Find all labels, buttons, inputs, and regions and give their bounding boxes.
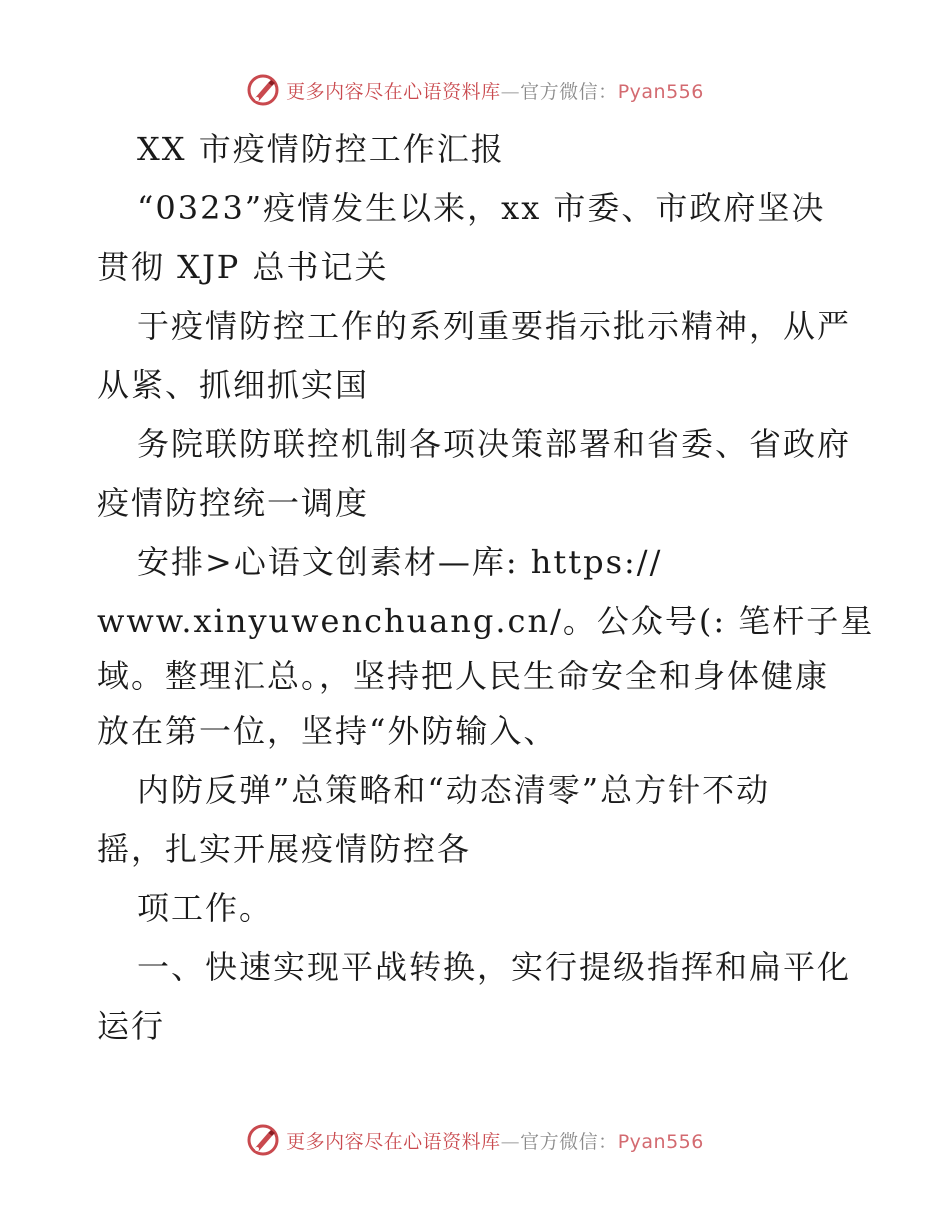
paragraph-line: 于疫情防控工作的系列重要指示批示精神，从严 xyxy=(137,307,852,345)
paragraph-line: 摇，扎实开展疫情防控各 xyxy=(97,830,472,868)
header-wechat-label: 官方微信： xyxy=(520,80,618,103)
paragraph-line: 从紧、抓细抓实国 xyxy=(97,366,370,404)
paragraph-line: 放在第一位，坚持“外防输入、 xyxy=(97,712,558,750)
paragraph-line: 疫情防控统一调度 xyxy=(97,484,370,522)
document-title: XX 市疫情防控工作汇报 xyxy=(137,130,505,168)
paragraph-line: 域。整理汇总。，坚持把人民生命安全和身体健康 xyxy=(97,657,830,695)
footer-dash: — xyxy=(500,1130,521,1153)
paragraph-line: “0323”疫情发生以来，xx 市委、市政府坚决 xyxy=(137,189,826,227)
header-wechat-handle: Pyan556 xyxy=(617,80,704,103)
header-banner-inner xyxy=(246,73,704,107)
header-dash: — xyxy=(500,80,521,103)
footer-wechat-handle: Pyan556 xyxy=(617,1130,704,1153)
paragraph-line: www.xinyuwenchuang.cn/。公众号(: 笔杆子星 xyxy=(97,602,875,640)
header-banner-text xyxy=(286,77,704,104)
paragraph-line: 务院联防联控机制各项决策部署和省委、省政府 xyxy=(137,425,852,463)
document-body xyxy=(97,124,875,1060)
footer-banner-text xyxy=(286,1127,704,1154)
paragraph-line: 内防反弹”总策略和“动态清零”总方针不动 xyxy=(137,771,771,809)
footer-banner xyxy=(0,1120,950,1160)
paragraph-line: 项工作。 xyxy=(137,889,274,927)
paragraph-line: 运行 xyxy=(97,1007,166,1045)
footer-banner-inner xyxy=(246,1123,704,1157)
footer-wechat-label: 官方微信： xyxy=(520,1130,618,1153)
paragraph-line: 贯彻 XJP 总书记关 xyxy=(97,248,389,286)
pen-logo-icon xyxy=(246,1123,280,1157)
section-heading: 一、快速实现平战转换，实行提级指挥和扁平化 xyxy=(137,948,852,986)
paragraph-line: 安排>心语文创素材—库: https:// xyxy=(137,543,663,581)
header-site-text: 更多内容尽在心语资料库 xyxy=(286,80,501,103)
header-banner xyxy=(0,70,950,110)
footer-site-text: 更多内容尽在心语资料库 xyxy=(286,1130,501,1153)
pen-logo-icon xyxy=(246,73,280,107)
